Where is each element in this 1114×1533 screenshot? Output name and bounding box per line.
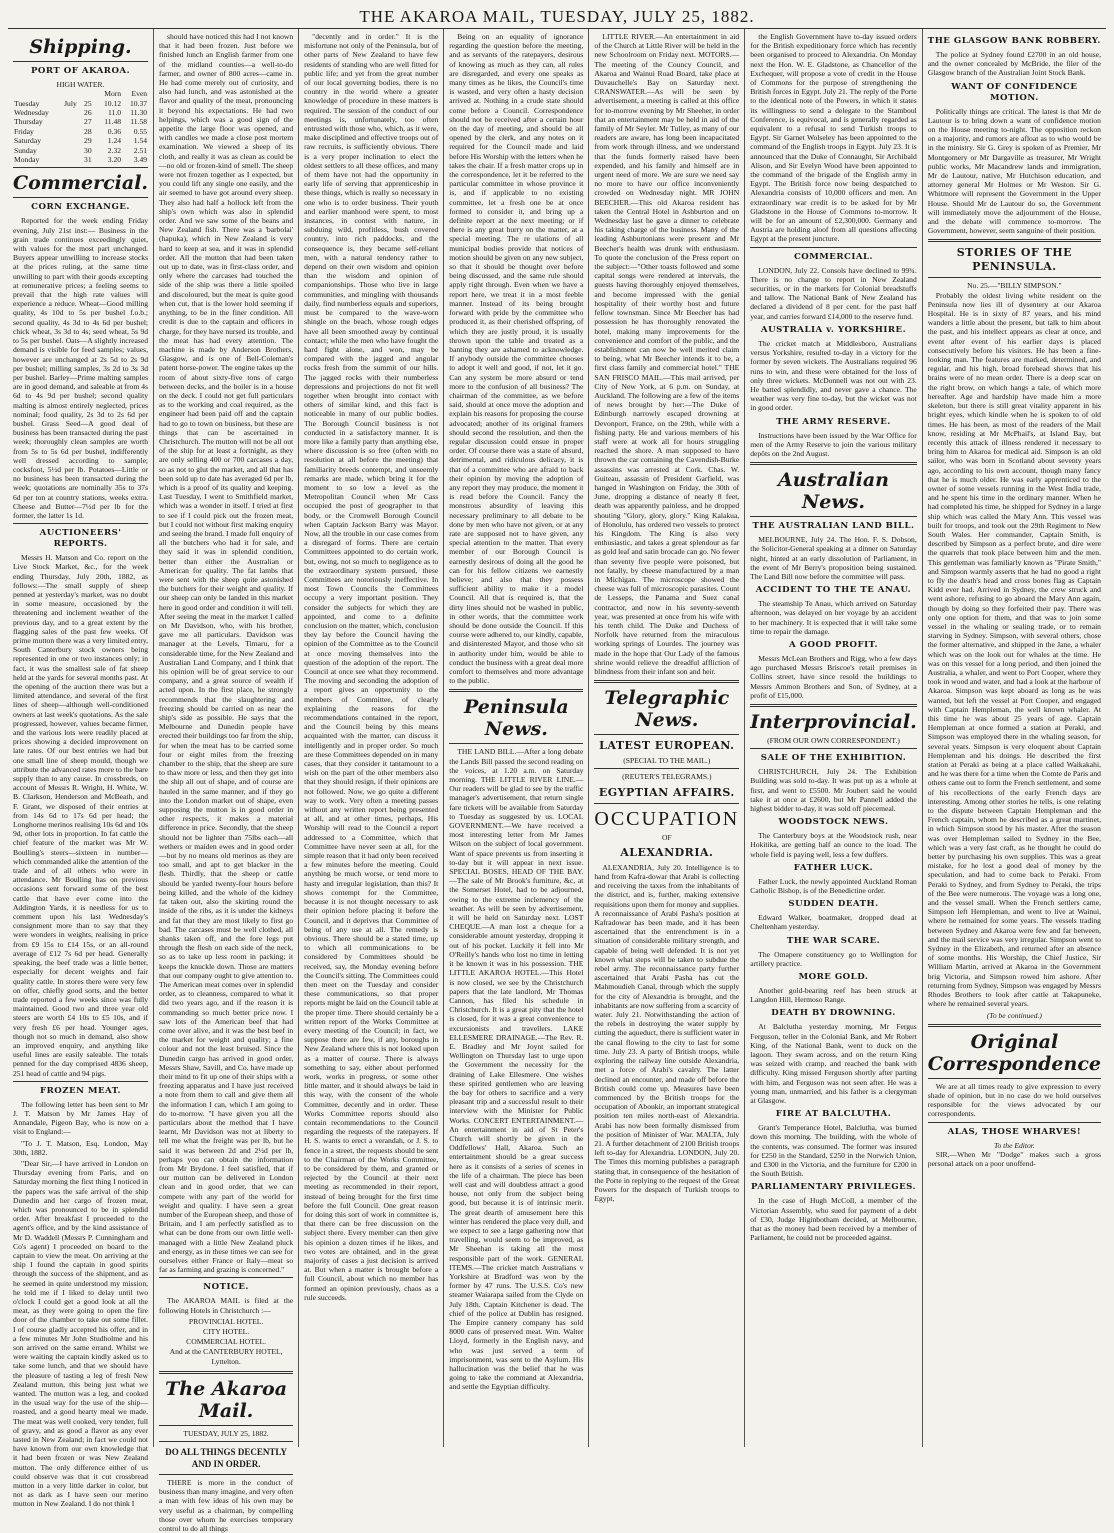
frozen-meat-letter-continued: should have noticed this had I not known that it had been frozen. Just before we finished lunch an English farmer from one of the midland counties—a well-to-do farmer, and owner of 800 acres—came in. He had come merely out of curiosity, and also had lunch, and was astonished at the flavor and quality of the meat, pronouncing it beyond his expectations. He had two helpings, which was a good sign of the appetite the large floor was opened, and with candles we made a close post mortem examination. We viewed a sheep of its cloth, and really it was as clean as could be—no old or frozen-kind of smell. The sheep were not frozen together as I expected, but you could lift any single one easily, and the air seemed to have got around every sheep. They also had half a hollock left from the ship's own which was also in splendid order. And we saw some of the beans and New Zealand fish. There was a 'barbolai' (hapuka), which in New Zealand is very hard to keep at sea, and it was in splendid order. All the mutton that had been taken out up to date, was in first-class order, and only where the carcases had touched the side of the ship was there a little spoiled and discoloured, but the meat is quite good when cut, that is the lower hold seeming if anything, to be in the finer condition. All credit is due to the captain and officers in charge, for they have nursed its trouble, and the meat has had every attention. The machine is made by Anderson Brothers, Glasgow, and is one of Bell-Coleman's patent horse-power. The engine takes up the room of about sixty-five tons of cargo between decks, and the boiler is in a house on the deck. I could not get full particulars as to the working and coal required, as the engineer had been paid off and the captain had to go to town on business, but these are things that can be ascertained in Christchurch. The mutton will not be all out of the ship for at least a fortnight, as they are only selling 400 or 700 carcases a day, so as not to glut the market, and all that has been sold up to date has averaged 6d per lb, which is a proof of its quality and keeping. Last Tuesday, I went to Smithfield market, which was a wonder in itself. I tried at first to see if I could pick out the frozen meat, but I could not without first making enquiry and seeing the brand. I made full enquiry of all the butchers who had it for sale, and they said it was in splendid condition, better than either the Australian or American for quality. The fat lambs that were sent with the sheep quite astonished the butchers for their weight and quality. If our sheep can only be landed in this market here in good order and condition it will tell. After seeing the meat in the market I called on Mr Davidson, who, with his brother, gave me all particulars. Davidson was manager at the Levels, Timaru, for a considerable time, for the New Zealand and Australian Land Company, and I think that his opinion will be of great service to our company, and a great source of wealth if acted upon. In the first place, he strongly recommends that the slaughtering and freezing should be carried on as near the ship's side as possible. He says that the Melbourne and Dunedin people have erected their buildings too far from the ship, for when the meat has to be carried some four or eight miles from the freezing chamber to the ship, that the sheep are sure to thaw more or less, and then they get into the ship all out of shape, and of course are hauled in the same manner, and if they go into the London market out of shape, even supposing the mutton is in good order in other respects, it makes a material difference in price. Secondly, that the sheep should not be lighter than 75lbs each—all wethers or maiden ewes and in good order—but by no means old merinos as they are too small, and apt to get blacker in the flesh. Thirdly, that the sheep or cattle should be yarded twenty-four hours before being killed, and the whole of the kidney fat taken out, also the skirting round the inside of the ribs, as it is under the kidneys and fat that they are most likely to first go bad. The carcases must be well clothed, all shanks taken off, and the fore legs put through the flesh on each side of the neck, so as to take up less room in packing; it keeps the knuckle down. Those are matters that our company ought to give attention to. The American meat comes over in splendid order, as to cleanness, compared to what it did two years ago, and if the reason it is commanding so much better price now. I saw lots of the American beef that had come over alive, and it was the best beef in the market for weight and quality; a fine colour and not the least bruised. Since the Dunedin cargo has arrived in good order, Messrs Shaw, Savill, and Co. have made up their mind to fit up one of their ships with a freezing apparatus and I have just received a note from them to call and give them all the information I can, which I am going to do to-morrow. "I have given you all the particulars about the method that I have learnt, Mr Davidson was not at liberty to tell me what the freight was per lb, but he said it was between 2d and 2½d per lb, perhaps you can obtain the information from Mr Brydone. I feel satisfied, that if our mutton can be delivered in London clean and in good order, that we can compete with any part of the world for weight and quality. I have seen a great number of the European sheep, and those of Britain, and I am perfectly satisfied as to what can be done from our own little well-managed with a little New Zealand pluck and energy, as in these times we can see for ourselves either France or Italy—meat so far as farming and grazing is concerned." [159, 32, 294, 1275]
column-1 [8, 29, 154, 1509]
more-gold-heading: MORE GOLD. [798, 972, 869, 983]
high-water-label: HIGH WATER. [56, 80, 105, 89]
alexandria-heading: ALEXANDRIA. [620, 845, 714, 859]
date-line: TUESDAY, JULY 25, 1882. [183, 1428, 269, 1438]
woodstock-text: The Canterbury boys at the Woodstock rush, near Hokitika, are getting half an ounce to the load. The whole field is paying well, less a few duffers. [750, 831, 917, 859]
army-reserve-text: Instructions have been issued by the War Office for men of the Army Reserve to join the various military depôts on the 2nd August. [750, 430, 917, 458]
wharves-letter-heading: ALAS, THOSE WHARVES! [947, 1126, 1082, 1137]
latest-european-heading: LATEST EUROPEAN. [599, 739, 735, 753]
tide-row: Friday 28 0.36 0.55 [14, 126, 148, 136]
commercial-heading: Commercial. [13, 172, 149, 195]
column-2 [154, 29, 299, 1533]
tide-row: Saturday 29 1.24 1.54 [14, 136, 148, 146]
tide-row: Sunday 30 2.32 2.51 [14, 145, 148, 155]
column-6 [745, 29, 923, 1447]
column-3 [299, 29, 444, 1447]
to-be-continued: (To be continued.) [986, 1010, 1042, 1020]
cricket-heading: AUSTRALIA v. YORKSHIRE. [760, 324, 907, 335]
want-confidence-heading: WANT OF CONFIDENCE MOTION. [951, 81, 1078, 103]
notice-text: The AKAROA MAIL is filed at the following Hotels in Christchurch :— [159, 1296, 294, 1315]
to-editor: To the Editor. [993, 1140, 1035, 1150]
sudden-death-text: Edward Walker, boatmaker, dropped dead at Cheltenham yesterday. [750, 913, 917, 932]
frozen-meat-address: "To J. T. Matson, Esq. London, May 30th, 1882. [13, 1138, 149, 1157]
editorial-continued: "decently and in order." It is the misfortune not only of the Peninsula, but of other parts of New Zealand to have few residents of standing who are well fitted for public life; and yet from the great number of our local governing bodies, there is no country in the world where a greater knowledge of procedure in these matters is required. The session of the conduct of our meetings is, unfortunately, too often entrusted with those who, which, as it were, make disciplined and effective troops out of raw recruits, is sufficiently obvious. There is a very proper inclination to elect the oldest settlers to all these offices, and many of them have not had the opportunity in early life of serving that apprenticeship in these things, which is really so necessary in one who is to order business. Their youth and earlier manhood were spent, to most instances, in contest with nature, in subduing wild, profitless, bush covered country, into rich paddocks, and the consequence is, they became self-reliant men, with a natural tendency rather to depend on their own wisdom and opinion than the wisdom and opinion of companionships. Those who live in large communities, and mingling with thousands daily, find numberless equals and superiors, must be compared to the wave-worn shingle on the beach, whose rough edges have all been smoothed away by continual contact; while the men who have fought the hard fight alone, and won, may be compared with the jagged and angular rocks fresh from the summit of our hills. The jagged rocks with their numberless depressions and projections do not fit well together when brought into contact with others of similar kind, and this fact is noticeable in many of our public bodies. The Borough Council business is not conducted in a satisfactory manner. It is more like a family party than anything else, where discussion is so free (often with no resolution at all before the meeting) that familiarity breeds contempt, and unseemly remarks are made, which bring it for the moment to so low a level as the Metropolitan Council when Mr Cass occupied the post of geographer to that body, or the Cromwell Borough Council when Captain Jackson Barry was Mayor. Now, all the trouble in our case comes from a disregard of forms. There are certain Committees appointed to do certain work, but, owing, not so much to negligence as to the extraordinary system pursued, these Committees are notoriously ineffective. In most Town Councils the Committees occupy a very important position. They consider the subjects for which they are appointed, and come to a definite conclusion on the matter, which, conclusion they lay before the Council having the opinion of the Committee as to the Council at once moving themselves into the question of the adoption of the report. The Council at once see what they recommend. The moving and seconding the adoption of a report gives an opportunity to the members of Committee, of clearly explaining the reasons for the recommendations contained in the report, and the Council being by this means acquainted with the matter, can discuss it intelligently and in proper order. So much are these Committees depended on in many cases, that they consider it tantamount to a wish on the part of the other members also that they should resign, if their opinions are not followed. Now, we go quite a different way to work. Very often a meeting passes without any written report being presented at all, and at other times, perhaps, His Worship will read to the Council a report addressed to a Committee, which that Committee have never seen at all, for the simple reason that it had only been received a few minutes before the meeting. Could anything be much worse, or tend more to hasty and irregular legislation, than this? It shows contempt for the Committee, because it is not thought necessary to ask their opinion before placing it before the Council, and it deprives that Committee of being of any use at all. The remedy is obvious. There should be a stated time, up to which all communications to be considered by Committees should be received, say, the Monday evening before the Council's sitting. The Committees could then meet on the Tuesday and consider these communications, so that proper reports might be laid on the Council table at the proper time. There should certainly be a written report of the Works Committee at every meeting of the Council; in fact, we suppose there are few, if any, boroughs in New Zealand where this is not looked upon as a matter of course. There is always something to say, either about performed work, works in progress, or some other little matter, and it should always be laid in this way, with the consent of the whole Committee, decently and in order. These Works Committee reports should also contain recommendations to the Council regarding the requests of the ratepayers. If H. S. wants to erect a verandah, or J. S. to fence in a street, the requests should be sent to the Chairman of the Works Committee, to be considered by them, and granted or rejected by the Council at their next meeting as recommended in their report, instead of being brought for the first time before the full Council. One great reason for doing this sort of work in committee is, that there can be free discussion on the subject there. Every member can then give his opinion a dozen times if he likes, and two votes are obtained, and in the great majority of cases a just decision is arrived at. But when a matter is brought before a full Council, about which no member has formed an opinion previously, chaos as a rule succeeds. [304, 32, 439, 1302]
special-note: (SPECIAL TO THE MAIL.) [623, 756, 711, 766]
land-bill-text: MELBOURNE, July 24. The Hon. F. S. Dobson, the Solicitor-General speaking at a dinner on Saturday night, hinted at an early dissolution of Parliament, in the event of Mr Berry's proposition being sustained. The Land Bill now before the committee will pass. [750, 535, 917, 581]
exhibition-text: CHRISTCHURCH, July 24. The Exhibition Building was sold to-day. It was put up as a whole at first, and went to £5500. Mr Joubert said he would take it at once at £2600, but Mr Pannell added the highest bidder to-day, it was sold off piecemeal. [750, 767, 917, 813]
father-luck-heading: FATHER LUCK. [793, 862, 874, 873]
editorial-motto: DO ALL THINGS DECENTLY AND IN ORDER. [165, 1447, 287, 1470]
correspondence-note: We are at all times ready to give expression to every shade of opinion, but in no case do we hold ourselves responsible for the views advocated by our correspondents. [927, 1081, 1101, 1119]
column-4 [444, 29, 589, 1447]
hotel-item: And at the CANTERBURY HOTEL, [169, 1346, 283, 1356]
drowning-heading: DEATH BY DROWNING. [771, 1008, 896, 1019]
tide-row: Monday 31 3.20 3.49 [14, 155, 148, 165]
fire-heading: FIRE AT BALCLUTHA. [775, 1109, 892, 1120]
glasgow-bank-text: The police at Sydney found £2700 in an old house, and the owner concealed by McBride, the filer of the Glasgow branch of the Australian Joint Stock Bank. [927, 50, 1101, 78]
interprovincial-heading: Interprovincial. [750, 710, 917, 733]
exhibition-heading: SALE OF THE EXHIBITION. [760, 753, 907, 764]
glasgow-bank-heading: THE GLASGOW BANK ROBBERY. [927, 36, 1101, 46]
egypt-news-text: ALEXANDRIA, July 20. Intelligence is to hand from Kafra-dowar that Arabi is collecting and receiving the taxes from the inhabitants of the district, and is, further, making extensive requisitions upon them for money and supplies. A reconnaissance of Arabi Pasha's position at Kafradowar has been made, and it has been ascertained that the entrenchment is in a situation of considerable military strength, and capable of being well defended. It is not yet known what steps will be taken to subdue the rebel army. The reconnaissance party further ascertained that Arabi Pasha has cut the Mahmoudieh Canal, through which the supply for the city of Alexandria is brought, and the inhabitants are now suffering from a scarcity of water. July 21. Notwithstanding the action of the rebels in destroying the water supply by cutting the aqueduct, there is sufficient water in the canal flowing to the city to last for some time. July 23. A party of British troops, while exploring the railway line outside Alexandria, met a force of Arabi's cavalry. The latter declined an encounter, and made off before the British could come up. Measures have been commenced by the British troops for the occupation of Aboukir, an important strategical position ten miles north-east of Alexandria. Arabi has now been formally dismissed from the position of Minister of War. MALTA, July 21. A further detachment of 2100 British troops left to-day for Alexandria. LONDON, July 20. The Times this morning publishes a paragraph stating that, in consequence of the hesitation of the Porte in replying to the request of the Great Powers for the despatch of Turkish troops to Egypt, [594, 862, 740, 1204]
army-reserve-heading: THE ARMY RESERVE. [776, 416, 891, 427]
fire-text: Grant's Temperance Hotel, Balclutha, was burned down this morning. The building, with the whole of the contents, was consumed. The former was insured for £250 in the Standard, £250 in the Norwich Union, and £300 in the Victoria, and the furniture for £200 in the South British. [750, 1123, 917, 1179]
column-5 [589, 29, 745, 1447]
original-correspondence-heading: Original Correspondence [927, 1030, 1101, 1075]
shipping-heading: Shipping. [29, 36, 132, 58]
auctioneers-text: Messrs H. Matson and Co. report on the Live Stock Market, &c., for the week ending Thursday, July 20th, 1882, as follows:—The small supply of sheep penned at yesterday's market, was no doubt in some measure, occasioned by the threatening and inclement weather of the previous day, and to a great extent by the flagging sales of the past few weeks. Of prime mutton there was a very limited entry, South Canterbury stock owners being represented in one or two instances only; in fact, it was the smallest sale of fat sheep held at the yards for several months past. At the opening of the auction there was but a limited attendance, and several of the first lines of sheep—although well-conditioned owners at last week's quotations. As the sale progressed, however, values became firmer, and the various lots were readily placed at prices showing a decided improvement on late rates. Of our best entries we had but one small line of sheep mould, though we attribute the advanced rates more to the bare supply than to any cause. In crossbreds, on account of Messrs R. Wright, H. White, W. B. Clarkson, Henderson and McBeath, and F. Grant, we disposed of their entries at from 14s 6d to 17s 6d per head; the Longhorne merinos realising 10s 6d and 10s 9d, other lots in proportion. In fat cattle the chief feature of the market was Mr W. Boulling's steers—sixteen in number—which commanded alike the attention of the trade and of all others who were in attendance. Mr Boulling has on previous occasions sent forward some of the best cattle that have ever come into the Addington Yards, it is needless for us to comment upon his last Wednesday's consignment more than to say that they were wonders in weights, realising in price from £9 15s to £14 15s, or an all-round average of £12 7s 6d per head. Generally speaking, the beef trade was a little better, especially for decent weights and fair quality cattle. In stores there were very few on offer, chiefly good sorts, and the better trade reported a few weeks since was fully maintained. Good two and three year old steers are worth £4 10s to £5 10s, and if very fresh £6 per head. Younger ages, though not so much in demand, also show an improved enquiry, and anything like useful lines are easily saleable. The totals penned for the day comprised 4836 sheep, 251 head of cattle and 94 pigs. [13, 553, 149, 1078]
hotel-item: COMMERCIAL HOTEL. [186, 1336, 267, 1346]
tide-header-morn: Morn [104, 89, 122, 99]
drowning-text: At Balclutha yesterday morning, Mr Fergus Ferguson, teller in the Colonial Bank, and Mr Robert King, of the National Bank, went to duck on the lagoon. They swam across, and on the return King was seized with cramp, and reached the bank with difficulty. King missed Ferguson shortly after parting with him, and Ferguson was not seen after. He was a young man, unmarried, and his father is a clergyman at Glasgow. [750, 1022, 917, 1106]
australian-news-heading: Australian News. [778, 469, 889, 514]
parliamentary-heading: PARLIAMENTARY PRIVILEGES. [750, 1182, 917, 1193]
auctioneers-heading: AUCTIONEERS' REPORTS. [39, 528, 122, 550]
corn-exchange-heading: CORN EXCHANGE. [31, 202, 130, 213]
wharves-letter-text: SIR,—When Mr "Dodge" makes such a gross personal attack on a poor unoffend- [927, 1149, 1101, 1168]
cricket-text: The cricket match at Middlesboro, Australians versus Yorkshire, resulted to-day in a victory for the former by seven wickets. The Australians required 96 runs to win, and these were obtained for the loss of only three wickets. McDonnell was not out with 23. He batted splendidly, and never gave a chance. The weather was very fine to-day, but the wicket was not in good order. [750, 338, 917, 413]
peninsula-news-heading: Peninsula News. [463, 696, 569, 741]
frozen-meat-letter: "Dear Sir,—I have arrived in London on Thursday evening from Paris, and on Saturday morning the first thing I noticed in the papers was the safe arrival of the ship Dunedin and her cargo of frozen meat, which was pronounced to be in splendid order. After breakfast I proceeded to the agent's office, and by the kind assistance of Mr D. Waddell (Messrs P. Cunningham and Co's agent) I proceeded on board to the captain to view the meat. On arriving at the ship I found the captain in good spirits through the success of the shipment, and as he seemed in quite understood my mission, he told me if I liked to delay until two o'clock I could get a good look at all the meat, as they were going to open the fire door of the chamber to take out some fillet. I of course gladly accepted his offer, and in a few minutes Mr John Studholme and his son arrived on the same errand. Whilst we were waiting the captain kindly asked us to take some lunch, and that we should have the pleasure of tasting a leg of fresh New Zealand mutton, this being just what we wanted. The mutton was a leg, and cooked in the usual way for the use of the ship—roasted, and a good hearty meal we made. The meat was well cooked, very tender, full of gravy, and as good a flavor as any ever tasted in New Zealand; in fact we could not have known from our own knowledge that it had been frozen or was New Zealand mutton. The only difference either of us could observe was that it cut crossbread mutton in a very little darker in color, but not as dark as I have seen our merino mutton in New Zealand. I do not think I [13, 1158, 149, 1509]
story-text: Probably the oldest living white resident on the Peninsula now lies ill of dysentery at our Akaroa Hospital. He is in sixty of 87 years, and his mind wanders a little about the present, but talk to him about the past, and his intellect appears as clear at once, and event after event of his earlier days is placed consecutively before his visitors. He has been a fine-looking man. The features are marked, determined, and regular, and his high, broad forehead shows that his brains were of no mean order. There is a deep scar on the right brow, on which hangs a tale, of which more hereafter. Age and hardship have made him a more skeleton, but there is still great vitality apparent in his bright eyes, which kindle when he is spoken to of old times. He has been, as most of the readers of the Mail know, residing at Mr McPhail's, at Island Bay, but recently this attack of illness rendered it necessary to bring him to Akaroa for medical aid. Simpson is an old sailor, who was born in Scotland about seventy years ago, according to his own account, though many fancy that he is much older. He was early apprenticed to the owner of some vessels running in the West India trade, and he spent his time in the ordinary manner. When he had completed his time, he shipped for Sydney in a large ship which was called the Mary Ann. This vessel was built for troops, and took out the 29th Regiment to New South Wales. Her commander, Captain Smith, is described by Simpson as a perfect brute, and dire were the quarrels that took place between him and the men. This gentleman was familiarly known as "Pirate Smith," and Simpson warmly asserts that he had no good a right to fly the death's head and cross bones flag as Captain Kidd ever had. Arrived in Sydney, the crew struck and went ashore, refusing to go aboard the Mary Ann again, though by doing so they forfeited their pay. There was only one option for them, and that was to join some vessel in the whaling or sealing trade, or to remain starving in Sydney. Simpson, with several others, chose the former alternative, and shipped in the Jane, a whaler which was on the look out for whales at the time. He was on this vessel for a long period, and then joined the Australia, a whaler, and went to Port Cooper, where they took in wood and water, and had a look at the harbour of Akaroa. Simpson was kept aboard as long as he was wanted, but left the vessel at Port Cooper, and engaged with Captain Hempleman, the well known whaler. At this time he was about 25 years of age. Captain Hempleman at once formed a station at Peraki, and Simpson was employed there in the whaling season, for several years. Simpson is very eloquent about Captain Hempleman and his doings. He described the first station at Peraki as being at a place called Waikakahi, and he was there for a time when the Comte de Paris and others came out to form the French settlement, and some of his recollections of the early French days are interesting. Among other stories he tells, is one relating to the dispute between Captain Hempleman and the French captain, whom he described as a great martinet, in which Simpson stood by his master. After the season was over Hempleman sailed to Sydney in the Bee, which was a very fast craft, as he thought he could do better by purchasing his own supplies. This was a great mistake, for he lost a good deal of money by the speculation, and had to come back to Peraki. From Peraki to Sydney, and from Sydney to Peraki, the trips of the Bee were numerous. The voyage was a long one, and the vessel small. When the French settlers came, Simpson left Hempleman, and went to live at Wainui, where he remained for some years. The vessels trading between Sydney and Akaroa were few and far between, and the mail service was very irregular. Simpson went to Sydney in the Elizabeth, and returned after an absence of some months. His Worship, the Chief Justice, Sir William Martin, arrived at Akaroa in the Government brig Victoria, and Simpson rowed him ashore. After returning from Sydney, Simpson was engaged by Messrs Rhodes Brothers to look after cattle at Takapuneke, where he remained several years. [927, 290, 1101, 1009]
story-number: No. 25.—"BILLY SIMPSON." [967, 281, 1062, 291]
accident-heading: ACCIDENT TO THE TE ANAU. [755, 585, 912, 596]
reuters-note: (REUTER'S TELEGRAMS.) [622, 772, 712, 782]
corn-exchange-text: Reported for the week ending Friday evening, July 21st inst:— Business in the grain trade continues exceedingly quiet, with values for the most part unchanged. Buyers appear unwilling to increase stocks at the prices ruling, at the same time unwilling to part with their goods excepting at remunerative prices; a feeling seems to prevail that the high rate values will experience a reduce. Wheat—Good milling quality, 4s 10d to 5s per bushel f.o.b.; second quality, 4s 3d to 4s 6d per bushel; chick wheat, 3s 3d to 4s; seed wheat, 5s 9d to 5s per bushel. Oats—A slightly increased demand is visible for feed samples; values, however are unchanged at 2s 5d to 2s 9d per bushel; milling samples, 3s 2d to 3s 3d per bushel. Barley—Prime malting samples are in good demand, and saleable at from 4s 6d to 4s 9d per bushel; second quality malting is almost entirely neglected, prices nominal; food quality, 2s 3d to 2s 6d per bushel. Grass Seed—A good deal of business has been transacted during the past week; thoroughly clean samples are worth from 5s to 5s 6d per bushel, indifferently well dressed according to sample; cocksfoot, 5½d per lb. Potatoes—Little or no business has been transacted during the week; quotations are nominally 35s to 37s 6d per ton at country stations, weeks extra. Cheese and Butter—7½d per lb for the former, the latter 1s 1d. [13, 216, 149, 520]
tide-table [13, 89, 148, 164]
columns [8, 29, 1106, 1533]
parliamentary-text: In the case of Hugh McColl, a member of the Victorian Assembly, who sued for payment of a debt of £30, Judge Higinbotham decided, at Melbourne, that as the money had been received by a member of Parliament, he could not be proceeded against. [750, 1196, 917, 1243]
correspondent-note: (FROM OUR OWN CORRESPONDENT.) [767, 735, 900, 745]
tide-row: Thursday 27 11.48 11.58 [14, 117, 148, 127]
commercial-subheading: COMMERCIAL. [793, 251, 874, 262]
peninsula-news-text: THE LAND BILL.—After a long debate the Lands Bill passed the second reading on the voices, at 1.20 a.m. on Saturday morning. THE LITTLE RIVER LINE.—Our readers will be glad to see by the traffic manager's advertisement, that return single fare tickets will be available from Saturday to Tuesday as suggested by us. LOCAL GOVERNMENT.—We have received a most interesting letter from Mr James Wilson on the subject of local government. Want of space prevents us from inserting it to-day but it will appear in next issue. SPECIAL BOSES, HEAD OF THE BAY.—The sale of Mr Brook's furniture, &c, at the Somerset Hotel, had to be adjourned, owing to the extreme inclemency of the weather. As will be seen by advertisement, it will be held on Saturday next. LOST CHEQUE.—A man lost a cheque for a considerable amount yesterday, dropping it out of his pocket. Luckily it fell into Mr O'Reilly's hands who lost no time in letting it be known it was in his possession. THE LITTLE AKAROA HOTEL.—This Hotel is now closed, we see by the Christchurch papers that the late landlord, Mr Thomas Cannon, has filed his schedule in Christchurch. It is a great pity that the hotel is closed, for it was a great convenience to excursionists and travellers. LAKE ELLESMERE DRAINAGE.—The Rev. R. E. Bradley and Mr Joynt sailed for Wellington on Thursday last to urge upon the Government the necessity for the draining of Lake Ellesmere. One wishes these spirited gentlemen who are leaving the bay for others to sacrifice and a very pleasant trip and a successful result to their interview with the Minister for Public Works. CONCERT ENTERTAINMENT.—An entertainment in aid of St Peter's Church will shortly be given in the Oddfellows' Hall, Akaroa. Such an entertainment should be a great success here as it consists of a series of scenes in the life of a chairman. The piece has been well cast and will doubtless attract a good house, not only from the subject being good, but because it is of intrinsic merit. The great dearth of amusement here this winter has rendered the place very dull, and we expect to see a large gathering now that travelling, would seem to be improved, as Mr Sheehan is taking all the most responsible part of the work. GENERAL ITEMS.—The cricket match Australians v Yorkshire at Bradford was won by the former by 47 runs. The U.S.S. Co's new steamer Waiarapa sailed from the Clyde on July 18th. Captain Kitchener is dead. The chief of the police at Dublin has resigned. The Empire cannery company has sold 8000 cans of preserved meat. Wm. Walter Lloyd, formerly in the English navy, and who was just served a term of imprisonment, was sent to the Asylum. His hallucination was the belief that he was going to take the command at Alexandria, and settle the Egyptian difficulty. [449, 747, 584, 1392]
frozen-meat-intro: The following letter has been sent to Mr J. T. Matson by Mr James Hay of Annandale, Pigeon Bay, who is now on a visit to England:— [13, 1099, 149, 1137]
good-profit-heading: A GOOD PROFIT. [789, 639, 878, 650]
war-scare-heading: THE WAR SCARE. [786, 935, 881, 946]
occupation-heading: OCCUPATION [594, 807, 740, 830]
editorial-text: THERE is more in the conduct of business than many imagine, and very often a man with few ideas of his own may be very useful as a chairman, by compelling those over whom he exercises temporary control to do all things [159, 1478, 294, 1533]
more-gold-text: Another gold-bearing reef has been struck at Langdon Hill, Hermoso Range. [750, 986, 917, 1005]
hotel-item: Lyttelton. [211, 1356, 241, 1366]
editorial-conclusion: Being on an equality of ignorance regarding the question before the meeting, and as servants of the ratepayers, desirous of knowing as much as they can, all rules are disregarded, and every one speaks as many times as he likes, the Council's time is wasted, and very often a hasty decision arrived at. Nothing in a crude state should come before a Council. Correspondence should not be received after a certain hour on the day of meeting, and should be all opened by the clerk, and any notes on it required for the Council made and laid before His Worship with the letters when he takes the chair. If a fresh matter crops up in the correspondence, let it be referred to the particular committee in whose province it is, and if applicable to no existing committee, let a fresh one be at once formed to consider it, and bring up a definite report at the next meeting; or if there is any great hurry on the matter, at a special meeting. The re ulations of all municipal bodies provide that notices of motion should be given on any new subject, so that it should be thought over before being discussed, and the same rule should apply right through. Even when we have a report here, we treat it in a most feeble manner. Instead of its being brought forward with pride by the committee who produced it, as their cherished offspring, of which they are justly proud, it is usually thrown upon the table and treated as a banting they are ashamed to acknowledge. If anybody outside the committee chooses to adopt it well and good, if not, let it go. Can any system be more absurd or tend more to the confusion of all business? The chairman of the committee, as we before said, should at once move the adoption and explain his reasons for proposing the course advocated; another of its original framers should second the resolution, and then the regular discussion could ensue in proper order. Of course there was a state of absurd, detrimental, and ridiculous delicacy, it is that of a committee who are afraid to back their opinion by moving the adoption of any report they may produce, the moment it is read before the Council. Fancy the monstrous absurdity of leaving this necessary preliminary to all debate to be done by men who have not given, or at any rate are supposed not to have given, any special attention to the matter. That every member of our Borough Council is earnestly desirous of doing all the good he can for his fellow citizens we earnestly believe; and also that they possess sufficient ability to make it a model Council. All that is required is, that the dirty lines should not be washed in public, in other words, that the committee work should be done outside the Council. If this course were adhered to, our kindly, capable, and disinterested Mayor, and those who sit in authority under him, would be able to conduct the business with a great deal more comfort to themselves and more advantage to the public. [449, 32, 584, 686]
tide-header-even: Even [131, 89, 148, 99]
want-confidence-text: Politically things are critical. The latest is that Mr de Lautour is to bring down a want of confidence motion on the House meeting to-night. The opposition reckon on a majority, and rumors are afloat as to who would be in the ministry. Sir G. Grey is spoken of as Premier, Mr Montgomery or Mr Dargaville as treasurer, Mr Wright public works, Mr Macandrew lands and immigration, Mr de Lautour, native, Mr Hutchison education, and attorney general Mr Holmes or Mr Weston. Sir G. Whitmore will represent the Government in the Upper House. Should Mr de Lautour do so, the Government will immediately move the adjournment of the House, and the debate will commence to-morrow. The Government, however, seem sanguine of their position. [927, 106, 1101, 236]
good-profit-text: Messrs McLean Brothers and Rigg, who a few days ago purchased Messrs Briscoe's retail premises in Collins street, have since resold the buildings to Messrs Ammon Brothers and Son, of Sydney, at a profit of £15,000. [750, 653, 917, 700]
stories-heading: STORIES OF THE PENINSULA. [956, 246, 1073, 274]
tide-row: Wednesday 26 11.0 11.30 [14, 108, 148, 118]
frozen-meat-heading: FROZEN MEAT. [40, 1085, 121, 1096]
masthead: THE AKAROA MAIL, TUESDAY, JULY 25, 1882. [8, 6, 1106, 29]
father-luck-text: Father Luck, the newly appointed Auckland Roman Catholic Bishop, is of the Benedictine order. [750, 876, 917, 895]
hotel-list [159, 1317, 293, 1367]
notice-heading: NOTICE. [203, 1282, 249, 1293]
column-7 [923, 29, 1106, 1447]
war-scare-text: The Omapere constituency go to Wellington for artillery practice. [750, 949, 917, 968]
tide-row: Tuesday July 25 10.12 10.37 [14, 98, 148, 108]
accident-text: The steamship Te Anau, which arrived on Saturday afternoon, was delayed on her voyage by an accident to her machinery. It is expected that it will take some time to repair the damage. [750, 599, 917, 636]
sudden-death-heading: SUDDEN DEATH. [788, 899, 879, 910]
commercial-text: LONDON, July 22. Consols have declined to 99¾. There is no change to report in New Zealand securities, or in the markets for Colonial breadstuffs and tallow. The National Bank of New Zealand has declared a dividend of 8 per cent. for the past half year, and carries forward £14,000 to the reserve fund. [750, 265, 917, 321]
paper-name: The Akaroa Mail. [165, 1377, 288, 1422]
land-bill-heading: THE AUSTRALIAN LAND BILL. [752, 521, 915, 532]
hotel-item: PROVINCIAL HOTEL. [188, 1316, 264, 1326]
hotel-item: CITY HOTEL. [203, 1326, 250, 1336]
woodstock-heading: WOODSTOCK NEWS. [778, 817, 889, 828]
local-news-text: LITTLE RIVER.—An entertainment in aid of the Church at Little River will be held in the new Schoolroom on Friday next. MOTORS.—The meeting of the Councy Council, and Akaroa and Wainui Road Board, take place at Duvauchelle's Bay on Saturday next. CRANSWATER.—As will be seen by advertisement, a meeting is called at this office for to-morrow evening by Mr Sheeher, in order that an entertainment may be held in aid of the family of Mr Seyler. Mr Tulley, as many of our readers are aware, has long been incapacitated from work through illness, and we understand that the funds formerly raised have been expended, and his family and himself are in urgent need of more. We are sure we need say no more to have our office inconveniently crowded on Wednesday night. MR JOHN BEECHER.—This old Akaroa resident has taken the Central Hotel in Ashburton and on Wednesday last he gave a dinner to celebrate his taking charge of the business. Many of the leading Ashburtonians were present and Mr Beecher's health was drunk with enthusiasm. To quote the conclusion of the Press report on the subject:—"Other toasts followed and some capital songs were rendered at intervals, the guests having thoroughly enjoyed themselves, and become impressed with the genial hospitality of their worthy host and future fellow townsman. Since Mr Beecher has had possession he has thoroughly renovated the hotel, making many improvements for the convenience and comfort of the public, and the establishment can now be well merited claim to being, what Mr Beecher intends it to be, a first class family and commercial hotel." THE SAN FRISCO MAIL.—This mail arrived, per City of New York, at 6 p.m. on Sunday, at Auckland. The following are a few of the items of news brought by her:—The Duke of Edinburgh narrowly escaped drowning at Devonport, France, on the 29th, while with a fishing party. He and various members of his staff were at work all for hours struggling reached the shore. A man supposed to have thrown the car containing the Cavendish-Burke assassins was arrested at Cork. Chas. W. Guiteau, assassin of President Garfield, was hanged in Washington on Friday, the 30th of June, dropping a distance of nearly 8 feet, death was apparently painless, and he dropped shouting "Glory, glory, glory." King Kalakua, of Honolulu, has ordered two vessels to protect his Kingdom. The King is also very enthusiastic, and takes a great splendour as far as gold leaf and satin brocade can go. No fewer than seventy five people were poisoned, but not fatally, by cheese manufactured by a man in Michigan. The microscope showed the cheese was full of microscopic parasites. Count de Lesseps, the Panama and Suez canal contractor, and now in his seventy-seventh year, was presented at once from his wife with his tenth child. The Duke and Duchess of Norfolk have returned from the miraculous working springs of Lourdes. The journey was made in the hope that Our Lady of the famous shrine would relieve the dreadful affliction of blindness from their infant son and heir. [594, 32, 740, 677]
egyptian-affairs-heading: EGYPTIAN AFFAIRS. [598, 785, 735, 799]
egypt-news-continued: the English Government have to-day issued orders for the British expeditionary force which has recently been organised to proceed to Alexandria. On Monday next the Hon. W. E. Gladstone, as Chancellor of the Exchequer, will propose a vote of credit in the House of Commons for the purpose of strengthening the British forces in Egypt. July 21. The reply of the Porte to the identical note of the Powers, in which it states its willingness to send a delegate to the Stamboul Conference, is equivocal, and is generally regarded as equivalent to a refusal to send Turkish troops to Egypt. Sir Garnet Wolseley has been appointed to the command of the English troops in Egypt. July 23. It is announced that the Duke of Connaught, Sir Archibald Alison, and Sir Evelyn Wood have been appointed to the command of the brigade of the English army in Egypt. The British force now being despatched to Alexandria consists of 10,000 officers and men. An extraordinary war credit is to be asked for by Mr Gladstone in the House of Commons to-morrow. It will be for an amount of £2,300,000. Germany and Austria are holding aloof from all questions affecting Egypt at the present juncture. [750, 32, 917, 244]
port-heading: PORT OF AKAROA. [30, 66, 131, 76]
of-label: OF [661, 832, 672, 842]
telegraphic-news-heading: Telegraphic News. [604, 687, 730, 732]
